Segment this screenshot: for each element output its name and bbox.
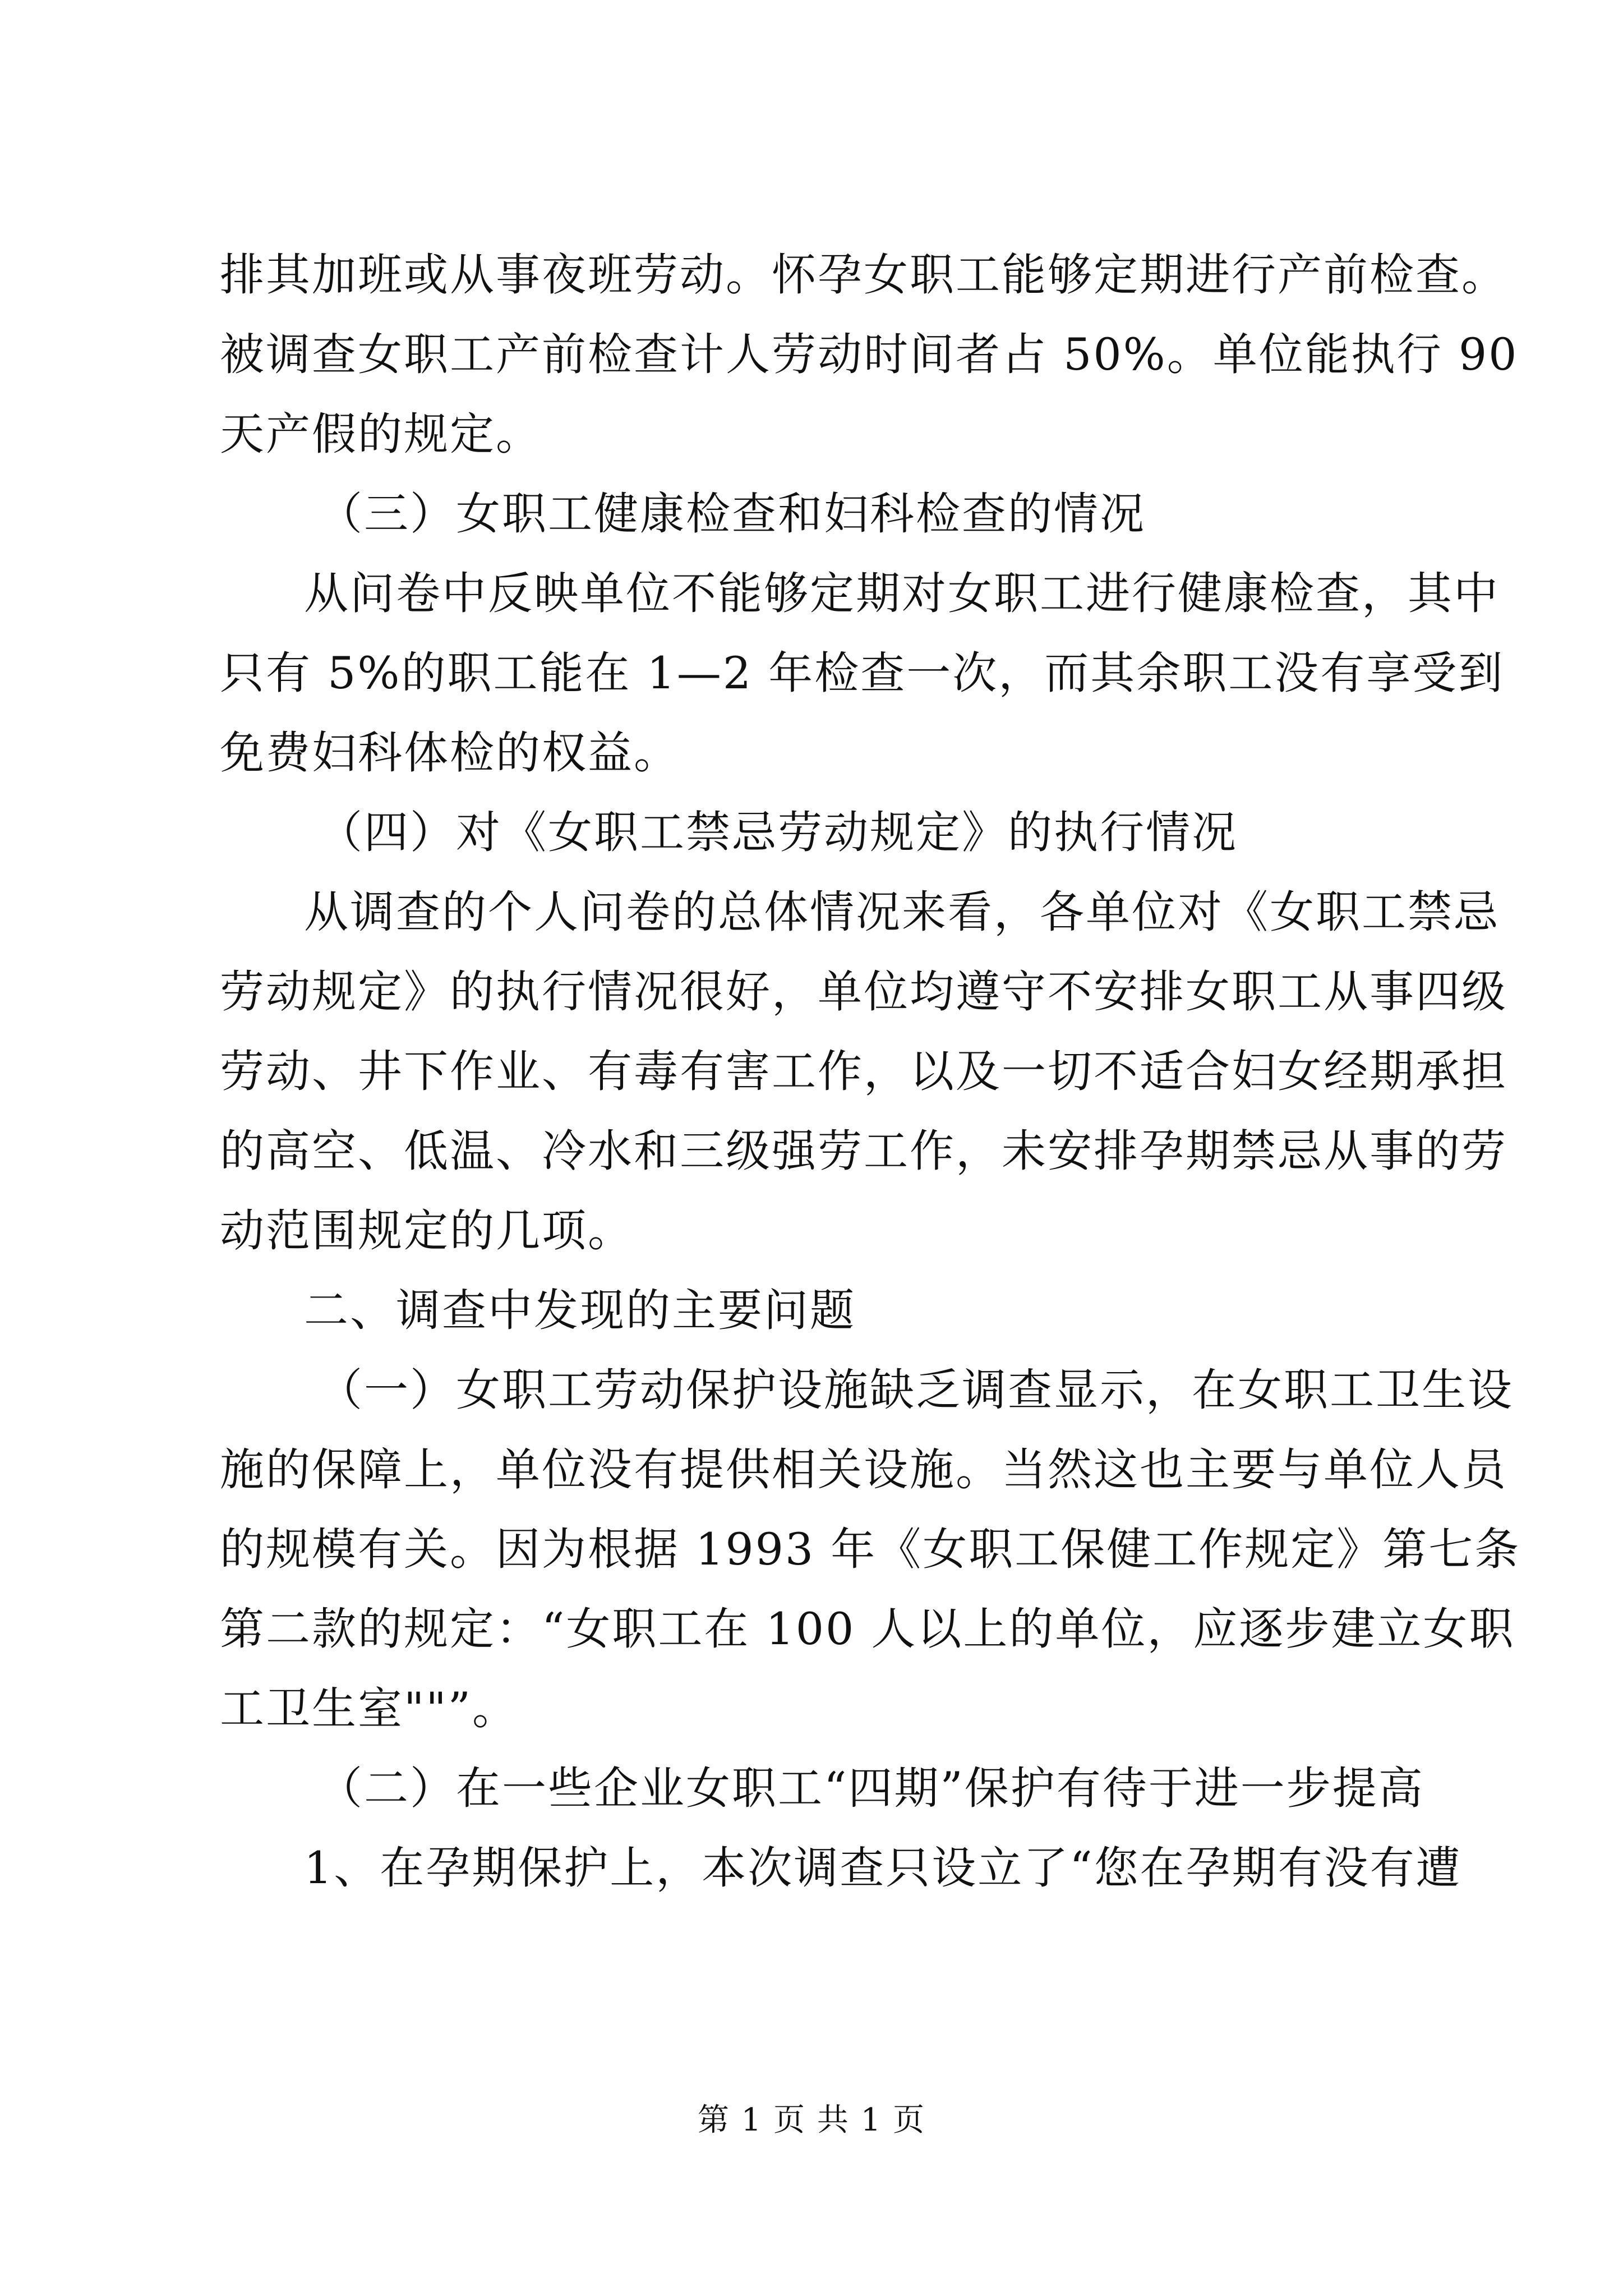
text-line: 第二款的规定：“女职工在 100 人以上的单位，应逐步建立女职 [220,1603,1515,1655]
text-line: 的高空、低温、冷水和三级强劳工作，未安排孕期禁忌从事的劳 [220,1125,1507,1177]
text-line: 排其加班或从事夜班劳动。怀孕女职工能够定期进行产前检查。 [220,249,1507,301]
text-line: 从问卷中反映单位不能够定期对女职工进行健康检查，其中 [304,568,1500,619]
text-line: 动范围规定的几项。 [220,1205,634,1257]
section-heading: （二）在一些企业女职工“四期”保护有待于进一步提高 [318,1763,1424,1814]
text-line: 从调查的个人问卷的总体情况来看，各单位对《女职工禁忌 [304,886,1500,938]
text-line: 劳动规定》的执行情况很好，单位均遵守不安排女职工从事四级 [220,966,1507,1018]
page-footer: 第 1 页 共 1 页 [697,2102,926,2138]
section-heading: 二、调查中发现的主要问题 [304,1285,856,1336]
text-line: （一）女职工劳动保护设施缺乏调查显示，在女职工卫生设 [318,1364,1514,1416]
text-line: 劳动、井下作业、有毒有害工作，以及一切不适合妇女经期承担 [220,1046,1507,1097]
text-line: 施的保障上，单位没有提供相关设施。当然这也主要与单位人员 [220,1444,1507,1496]
text-line: 工卫生室""”。 [220,1683,519,1734]
section-heading: （四）对《女职工禁忌劳动规定》的执行情况 [318,807,1238,858]
text-line: 的规模有关。因为根据 1993 年《女职工保健工作规定》第七条 [220,1524,1521,1575]
section-heading: （三）女职工健康检查和妇科检查的情况 [318,488,1146,540]
text-line: 只有 5%的职工能在 1—2 年检查一次，而其余职工没有享受到 [220,647,1505,699]
text-line: 天产假的规定。 [220,408,542,460]
text-line: 被调查女职工产前检查计人劳动时间者占 50%。单位能执行 90 [220,329,1519,380]
text-line: 1、在孕期保护上，本次调查只设立了“您在孕期有没有遭 [304,1842,1462,1894]
text-line: 免费妇科体检的权益。 [220,727,680,779]
